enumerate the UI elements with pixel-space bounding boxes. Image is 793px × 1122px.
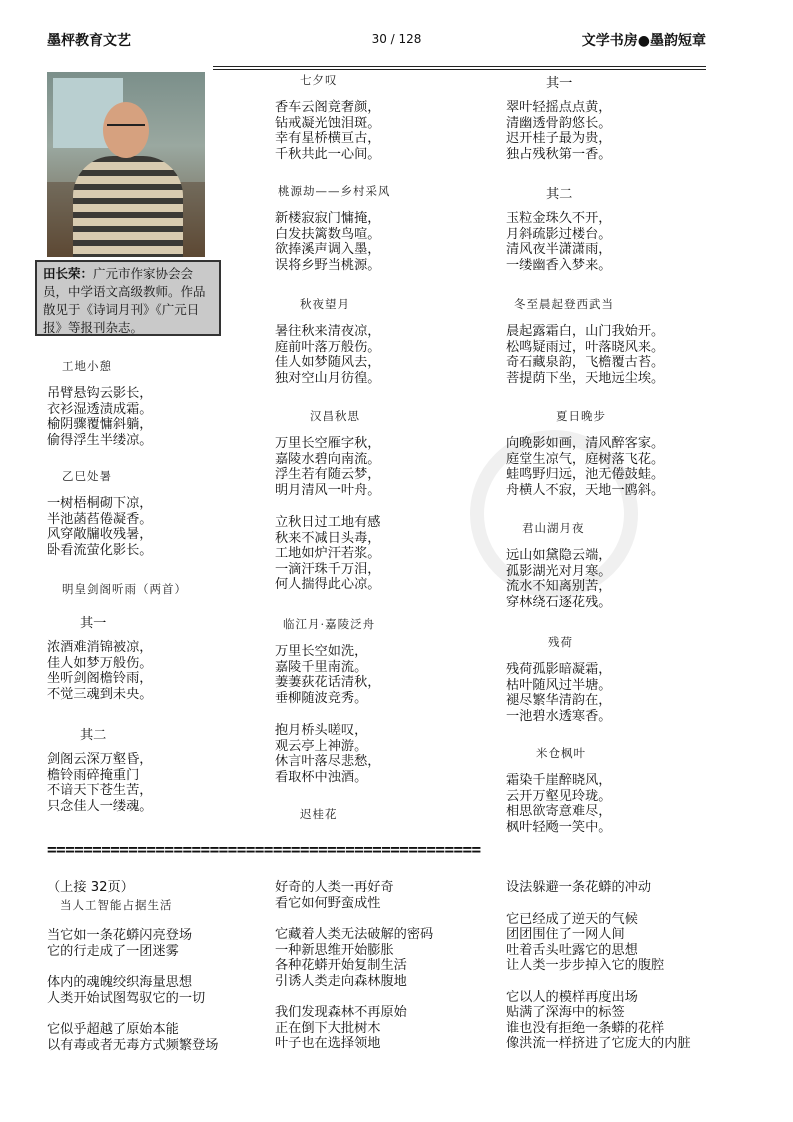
poem-line: 吐着舌头吐露它的思想: [506, 942, 638, 958]
poem-line: 迟开桂子最为贵，: [506, 131, 612, 146]
poem-line: 霜染千崖醉晓风，: [506, 773, 612, 788]
poem-line: 观云亭上神游。: [275, 738, 368, 754]
poem-line: 蛙鸣野归远，池无倦鼓蛙。: [506, 467, 665, 482]
poem-body: [506, 662, 612, 724]
poem-line: 孤影湖光对月寒。: [506, 563, 612, 579]
poem-line: 向晚影如画，清风醉客家。: [506, 436, 665, 451]
poem-line: 好奇的人类一再好奇: [275, 880, 394, 895]
poem-line: 晨起露霜白，山门我始开。: [506, 324, 665, 339]
poem-line: 贴满了深海中的标签: [506, 1005, 625, 1020]
poem-line: 嘉陵水碧向南流。: [275, 451, 381, 467]
poem-line: 当它如一条花蟒闪亮登场: [47, 928, 193, 943]
poem-line: 翠叶轻摇点点黄，: [506, 100, 612, 115]
poem-line: 佳人如梦随风去，: [275, 355, 381, 370]
poem-body: [275, 324, 381, 386]
poem-line: 相思欲寄意难尽，: [506, 804, 612, 819]
poem-body: [506, 548, 612, 610]
poem-body: [506, 436, 664, 498]
poem-line: 秋来不减日头毒，: [275, 530, 381, 546]
poem-title: 乙巳处暑: [62, 469, 112, 483]
poem-line: 月斜疏影过楼台。: [506, 226, 612, 242]
poem-title: 其二: [546, 187, 573, 202]
poem-line: 它似乎超越了原始本能: [47, 1022, 179, 1037]
poem-title: 桃源劫——乡村采风: [278, 184, 391, 198]
poem-line: 菩提荫下坐，天地远尘埃。: [506, 370, 665, 386]
poem-line: 体内的魂魄绞织海量思想: [47, 975, 193, 990]
poem-line: 一滴汗珠千万泪，: [275, 561, 381, 577]
poem-line: 只念佳人一缕魂。: [47, 798, 153, 814]
poem-line: 休言叶落尽悲愁，: [275, 754, 381, 769]
poem-title: 冬至晨起登西武当: [514, 297, 614, 311]
page-number: 30 / 128: [371, 32, 422, 46]
poem-body: [47, 496, 153, 558]
poem-line: 不谙天下苍生苦，: [47, 783, 153, 798]
poem-line: 千秋共此一心间。: [275, 146, 381, 162]
poem-line: [275, 706, 381, 723]
poem-body: [506, 100, 612, 162]
poem-line: 正在倒下大批树木: [275, 1020, 381, 1036]
poem-title: 明皇剑阁听雨（两首）: [62, 582, 187, 596]
poem-title: 君山湖月夜: [522, 521, 585, 535]
header-rule: [213, 66, 706, 70]
poem-line: [47, 912, 218, 928]
poem-line: 钻戒凝光蚀泪斑。: [275, 115, 381, 131]
poem-body: [47, 640, 153, 702]
poem-line: 流水不知离别苦，: [506, 579, 612, 594]
poem-line: 褪尽繁华清韵在，: [506, 693, 612, 708]
poem-line: 它的行走成了一团迷雾: [47, 943, 179, 959]
poem-line: 一池碧水透寒香。: [506, 708, 612, 724]
poem-body: [275, 211, 381, 273]
poem-title: 汉昌秋思: [310, 409, 360, 423]
poem-line: [47, 1006, 218, 1022]
poem-line: 看它如何野蛮成性: [275, 895, 381, 911]
poem-line: 看取杯中浊酒。: [275, 769, 368, 785]
poem-line: 松鸣疑雨过，叶落晓风来。: [506, 339, 665, 355]
poem-line: 像洪流一样挤进了它庞大的内脏: [506, 1036, 691, 1051]
poem-line: 清幽透骨韵悠长。: [506, 115, 612, 131]
poem-line: 奇石藏泉韵，飞檐覆古苔。: [506, 355, 665, 370]
poem-line: 枫叶轻飏一笑中。: [506, 819, 612, 835]
poem-body: [275, 644, 381, 785]
author-photo: [47, 72, 205, 257]
poem-line: 万里长空雁字秋，: [275, 436, 381, 451]
poem-line: 白发扶篱数鸟喧。: [275, 226, 381, 242]
poem-line: 玉粒金珠久不开，: [506, 211, 612, 226]
poem-line: 云开万壑见玲珑。: [506, 788, 612, 804]
poem-line: [506, 896, 691, 912]
poem-line: 它藏着人类无法破解的密码: [275, 927, 434, 942]
poem-line: 立秋日过工地有感: [275, 515, 381, 530]
poem-line: 工地如炉汗若浆。: [275, 546, 381, 561]
poem-line: 一树梧桐砌下凉，: [47, 496, 153, 511]
poem-line: 远山如黛隐云端，: [506, 548, 612, 563]
poem-line: 人类开始试图驾驭它的一切: [47, 990, 206, 1006]
poem-line: 穿林绕石逐花残。: [506, 594, 612, 610]
poem-line: 嘉陵千里南流。: [275, 659, 368, 675]
publication-name: 墨枰教育文艺: [47, 33, 131, 49]
poem-body: [275, 100, 381, 162]
poem-title: 其一: [80, 616, 107, 631]
author-bio-text: 广元市作家协会会员，中学语文高级教师。作品散见于《诗词月刊》《广元日报》等报刊杂志。: [43, 266, 206, 335]
poem-title: 秋夜望月: [300, 297, 350, 311]
page-header: [0, 0, 793, 60]
poem-line: 吊臂悬钩云影长，: [47, 386, 153, 401]
poem-line: 它已经成了逆天的气候: [506, 911, 638, 927]
poem-line: 各种花蟒开始复制生活: [275, 958, 407, 973]
poem-line: 庭堂生凉气，庭树落飞花。: [506, 451, 665, 467]
poem-body: [506, 773, 612, 835]
poem-line: 剑阁云深万壑昏，: [47, 752, 153, 767]
poem-title: 残荷: [548, 635, 573, 649]
poem-line: 佳人如梦万般伤。: [47, 655, 153, 671]
poem-line: 团团围住了一网人间: [506, 927, 625, 942]
poem-line: 欲捧溪声调入墨，: [275, 242, 381, 257]
poem-line: 枯叶随风过半塘。: [506, 677, 612, 693]
bottom-column-1: [47, 912, 218, 1053]
poem-line: 以有毒或者无毒方式频繁登场: [47, 1037, 219, 1053]
poem-body: [275, 436, 381, 593]
poem-line: [47, 959, 218, 975]
poem-line: 残荷孤影暗凝霜，: [506, 662, 612, 677]
poem-line: [275, 498, 381, 515]
poem-line: 垂柳随波竞秀。: [275, 690, 368, 706]
poem-title: 迟桂花: [300, 807, 338, 821]
poem-line: 明月清风一叶舟。: [275, 482, 381, 498]
poem-line: 万里长空如洗，: [275, 644, 368, 659]
poem-line: 一种新思维开始膨胀: [275, 942, 394, 958]
bottom-poem-title: 当人工智能占据生活: [60, 898, 173, 912]
poem-line: 衣衫湿透渍成霜。: [47, 401, 153, 417]
poem-line: 叶子也在选择领地: [275, 1036, 381, 1051]
poem-title: 其二: [80, 728, 107, 743]
poem-line: 半池菡萏倦凝香。: [47, 511, 153, 527]
poem-title: 米仓枫叶: [536, 746, 586, 760]
poem-line: 何人揣得此心凉。: [275, 577, 381, 592]
poem-line: 它以人的模样再度出场: [506, 989, 638, 1005]
poem-line: 檐铃雨碎掩重门: [47, 767, 140, 783]
bottom-column-2: [275, 880, 433, 1052]
poem-line: [275, 989, 433, 1005]
poem-line: 新楼寂寂门慵掩，: [275, 211, 381, 226]
poem-line: 谁也没有拒绝一条蟒的花样: [506, 1020, 665, 1036]
poem-line: 清风夜半潇潇雨，: [506, 242, 612, 257]
poem-title: 七夕叹: [300, 73, 338, 87]
poem-body: [47, 386, 153, 448]
poem-line: 风穿敞牖收残暑，: [47, 527, 153, 542]
poem-body: [506, 324, 664, 386]
poem-line: 浓酒难消锦被凉，: [47, 640, 153, 655]
poem-line: 萋萋荻花话清秋，: [275, 675, 381, 690]
poem-body: [506, 211, 612, 273]
poem-line: 浮生若有随云梦，: [275, 467, 381, 482]
poem-line: 暑往秋来清夜凉，: [275, 324, 381, 339]
poem-line: 香车云阁竟奢颜，: [275, 100, 381, 115]
poem-line: 舟横人不寂，天地一鸥斜。: [506, 482, 665, 498]
section-divider: ================================================: [47, 840, 481, 859]
author-bio: [35, 260, 221, 336]
poem-title: 其一: [546, 76, 573, 91]
author-name: 田长荣：: [43, 266, 94, 281]
poem-title: 工地小憩: [62, 359, 112, 373]
poem-line: 独占残秋第一香。: [506, 146, 612, 162]
poem-line: 幸有星桥横亘古，: [275, 131, 381, 146]
poem-line: 引诱人类走向森林腹地: [275, 973, 407, 989]
poem-line: [506, 974, 691, 990]
poem-line: 误将乡野当桃源。: [275, 257, 381, 273]
poem-line: 一缕幽香入梦来。: [506, 257, 612, 273]
poem-line: 榆阴骤覆慵斜躺，: [47, 417, 153, 432]
poem-line: [275, 911, 433, 927]
poem-line: 卧看流萤化影长。: [47, 542, 153, 558]
poem-line: 让人类一步步掉入它的腹腔: [506, 958, 665, 973]
poem-line: 设法躲避一条花蟒的冲动: [506, 880, 652, 895]
bottom-column-3: [506, 880, 691, 1052]
poem-title: 夏日晚步: [556, 409, 606, 423]
section-name: 文学书房●墨韵短章: [581, 33, 706, 49]
poem-line: 偷得浮生半缕凉。: [47, 432, 153, 448]
poem-line: 独对空山月彷徨。: [275, 370, 381, 386]
poem-title: 临江月·嘉陵泛舟: [283, 617, 376, 631]
poem-line: 庭前叶落万般伤。: [275, 339, 381, 355]
poem-line: 抱月桥头嗟叹，: [275, 723, 368, 738]
continued-note: （上接 32页）: [47, 880, 134, 895]
poem-body: [47, 752, 153, 814]
poem-line: 坐听剑阁檐铃雨，: [47, 671, 153, 686]
poem-line: 我们发现森林不再原始: [275, 1005, 407, 1020]
poem-line: 不觉三魂到未央。: [47, 686, 153, 702]
